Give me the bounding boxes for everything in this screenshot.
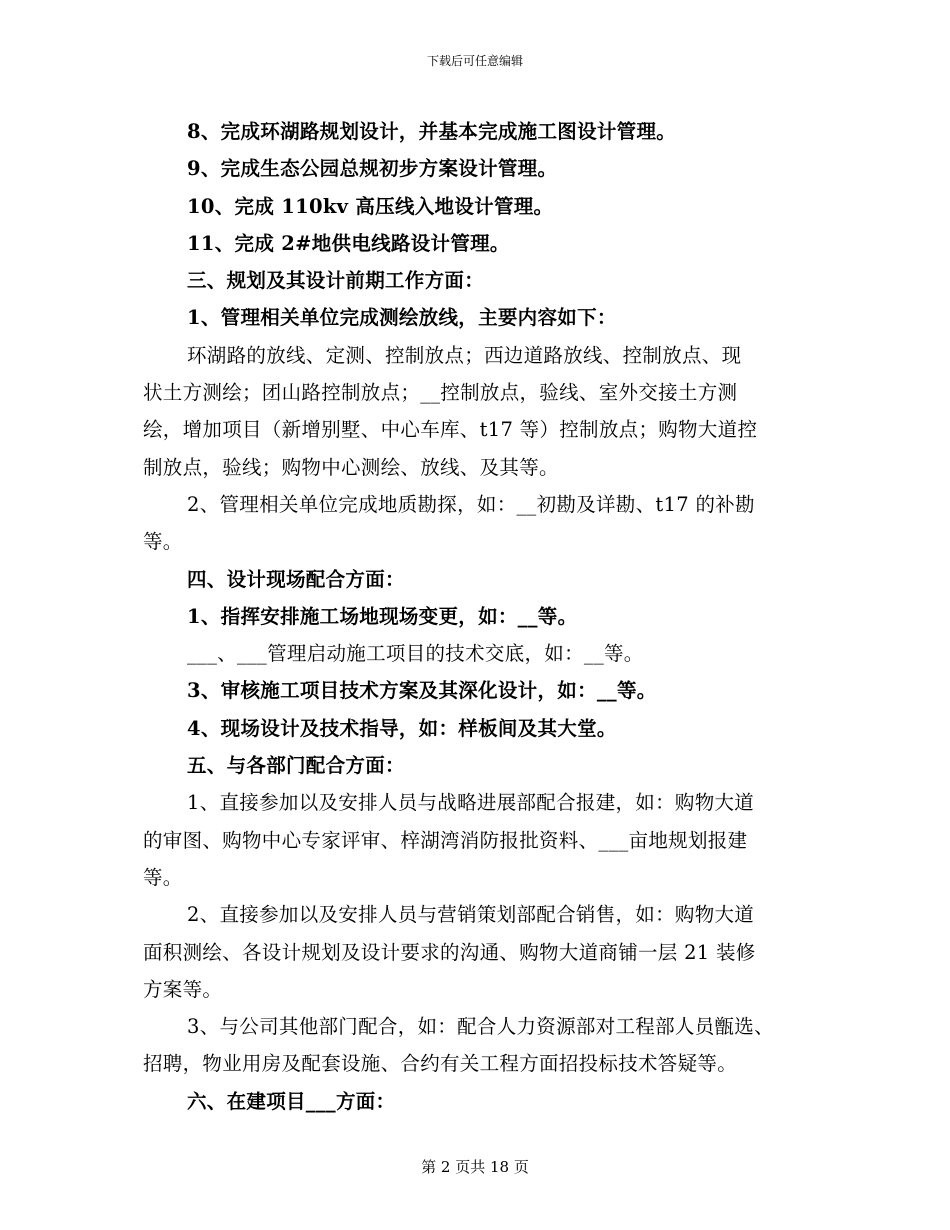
text-line: 环湖路的放线、定测、控制放点；西边道路放线、控制放点、现 — [187, 343, 742, 367]
document-body — [143, 113, 808, 1120]
text-line: 的审图、购物中心专家评审、梓湖湾消防报批资料、___亩地规划报建 — [143, 828, 748, 852]
heading-line: 8、完成环湖路规划设计，并基本完成施工图设计管理。 — [187, 120, 677, 143]
page-header: 下载后可任意编辑 — [426, 54, 523, 68]
text-line: 制放点，验线；购物中心测绘、放线、及其等。 — [143, 455, 559, 479]
heading-line: 1、指挥安排施工场地现场变更，如：__等。 — [187, 604, 578, 628]
heading-line: 三、规划及其设计前期工作方面： — [187, 269, 485, 293]
heading-line: 11、完成 2#地供电线路设计管理。 — [187, 231, 510, 255]
text-line: 2、直接参加以及安排人员与营销策划部配合销售，如：购物大道 — [187, 903, 755, 927]
heading-line: 1、管理相关单位完成测绘放线，主要内容如下： — [187, 306, 617, 330]
text-line: 3、与公司其他部门配合，如：配合人力资源部对工程部人员甑选、 — [187, 1015, 774, 1039]
heading-line: 四、设计现场配合方面： — [187, 567, 405, 591]
text-line: 状土方测绘；团山路控制放点；__控制放点，验线、室外交接土方测 — [143, 381, 738, 405]
page-number: 第 2 页共 18 页 — [421, 1158, 529, 1176]
heading-line: 10、完成 110kv 高压线入地设计管理。 — [187, 194, 554, 218]
text-line: 等。 — [143, 530, 183, 554]
heading-line: 9、完成生态公园总规初步方案设计管理。 — [187, 157, 558, 181]
heading-line: 五、与各部门配合方面： — [187, 754, 405, 778]
text-line: 绘，增加项目（新增别墅、中心车库、t17 等）控制放点；购物大道控 — [143, 418, 758, 442]
text-line: 面积测绘、各设计规划及设计要求的沟通、购物大道商铺一层 21 装修 — [143, 940, 756, 964]
text-line: ___、___管理启动施工项目的技术交底，如：__等。 — [187, 642, 644, 666]
heading-line: 六、在建项目___方面： — [187, 1089, 396, 1113]
heading-line: 4、现场设计及技术指导，如：样板间及其大堂。 — [187, 716, 617, 740]
text-line: 1、直接参加以及安排人员与战略进展部配合报建，如：购物大道 — [187, 791, 755, 815]
text-line: 2、管理相关单位完成地质勘探，如：__初勘及详勘、t17 的补勘 — [187, 492, 755, 516]
text-line: 招聘，物业用房及配套设施、合约有关工程方面招投标技术答疑等。 — [143, 1052, 738, 1076]
text-line: 方案等。 — [143, 977, 223, 1001]
heading-line: 3、审核施工项目技术方案及其深化设计，如：__等。 — [187, 679, 657, 703]
text-line: 等。 — [143, 865, 183, 889]
